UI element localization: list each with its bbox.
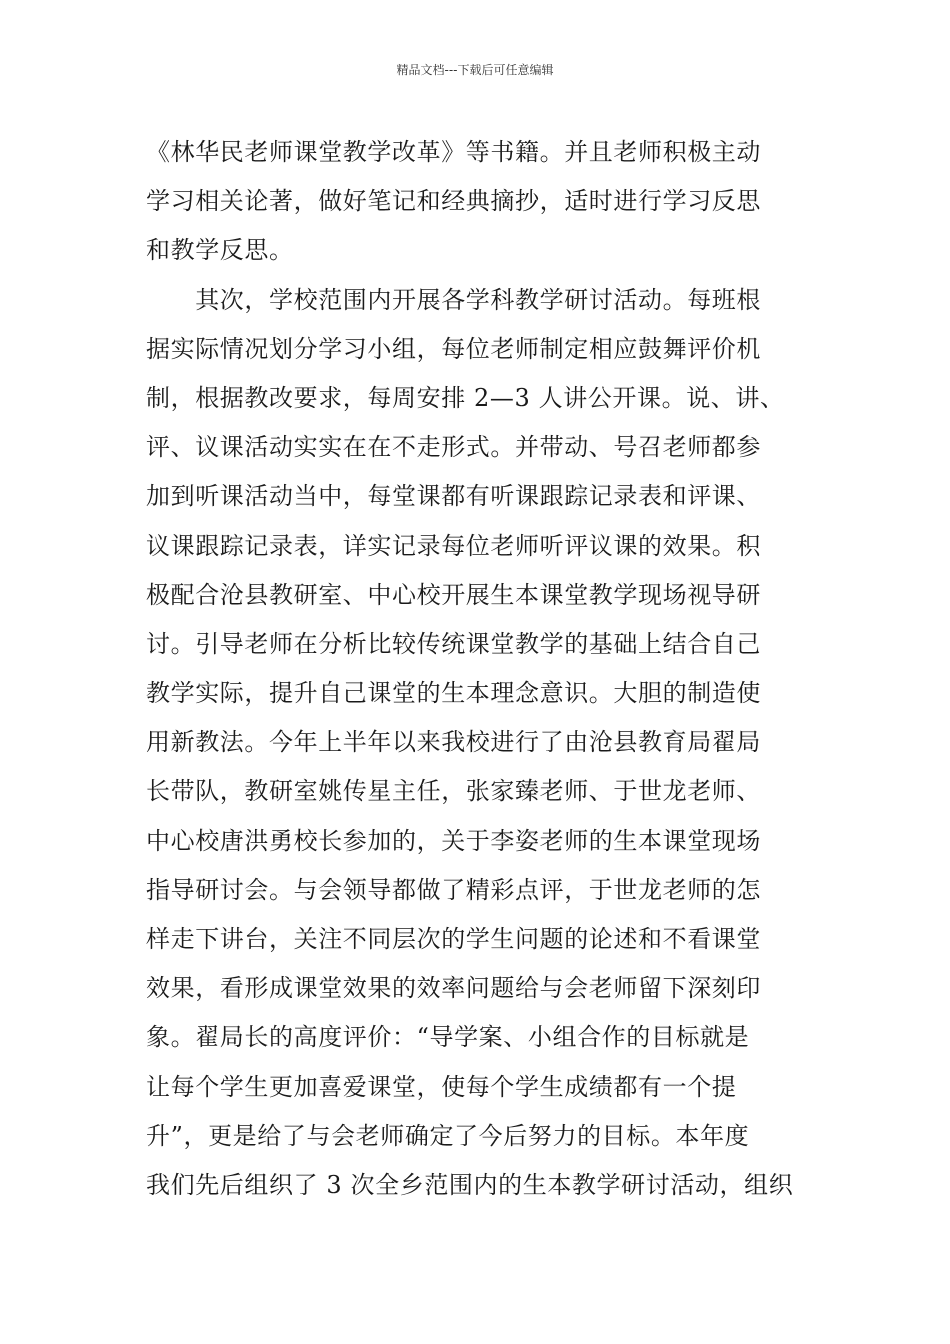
text-line: 《林华民老师课堂教学改革》等书籍。并且老师积极主动 — [146, 138, 761, 166]
text-line: 指导研讨会。与会领导都做了精彩点评，于世龙老师的怎 — [146, 875, 761, 904]
text-line: 我们先后组织了 3 次全乡范围内的生本教学研讨活动，组织 — [146, 1170, 794, 1199]
text-line: 中心校唐洪勇校长参加的，关于李姿老师的生本课堂现场 — [146, 826, 761, 855]
text-line: 据实际情况划分学习小组，每位老师制定相应鼓舞评价机 — [146, 334, 761, 363]
text-line: 评、议课活动实实在在不走形式。并带动、号召老师都参 — [146, 433, 761, 462]
text-line: 和教学反思。 — [146, 236, 294, 265]
text-line: 学习相关论著，做好笔记和经典摘抄，适时进行学习反思 — [146, 187, 761, 216]
text-line: 样走下讲台，关注不同层次的学生问题的论述和不看课堂 — [146, 925, 761, 953]
text-line: 效果，看形成课堂效果的效率问题给与会老师留下深刻印 — [146, 974, 761, 1003]
page-header: 精品文档---下载后可任意编辑 — [396, 63, 554, 77]
text-line: 用新教法。今年上半年以来我校进行了由沧县教育局翟局 — [146, 728, 761, 757]
text-line: 长带队，教研室姚传星主任，张家臻老师、于世龙老师、 — [146, 777, 761, 806]
text-line: 极配合沧县教研室、中心校开展生本课堂教学现场视导研 — [146, 580, 761, 609]
body-text — [146, 128, 816, 1210]
text-line: 讨。引导老师在分析比较传统课堂教学的基础上结合自己 — [146, 629, 761, 658]
text-line: 其次，学校范围内开展各学科教学研讨活动。每班根 — [146, 285, 761, 314]
text-line: 教学实际，提升自己课堂的生本理念意识。大胆的制造使 — [146, 679, 761, 708]
text-line: 制，根据教改要求，每周安排 2—3 人讲公开课。说、讲、 — [146, 383, 785, 412]
text-line: 升”，更是给了与会老师确定了今后努力的目标。本年度 — [146, 1121, 750, 1150]
text-line: 让每个学生更加喜爱课堂，使每个学生成绩都有一个提 — [146, 1072, 737, 1101]
text-line: 议课跟踪记录表，详实记录每位老师听评议课的效果。积 — [146, 531, 761, 560]
text-line: 加到听课活动当中，每堂课都有听课跟踪记录表和评课、 — [146, 482, 761, 511]
text-line: 象。翟局长的高度评价：“导学案、小组合作的目标就是 — [146, 1023, 750, 1052]
